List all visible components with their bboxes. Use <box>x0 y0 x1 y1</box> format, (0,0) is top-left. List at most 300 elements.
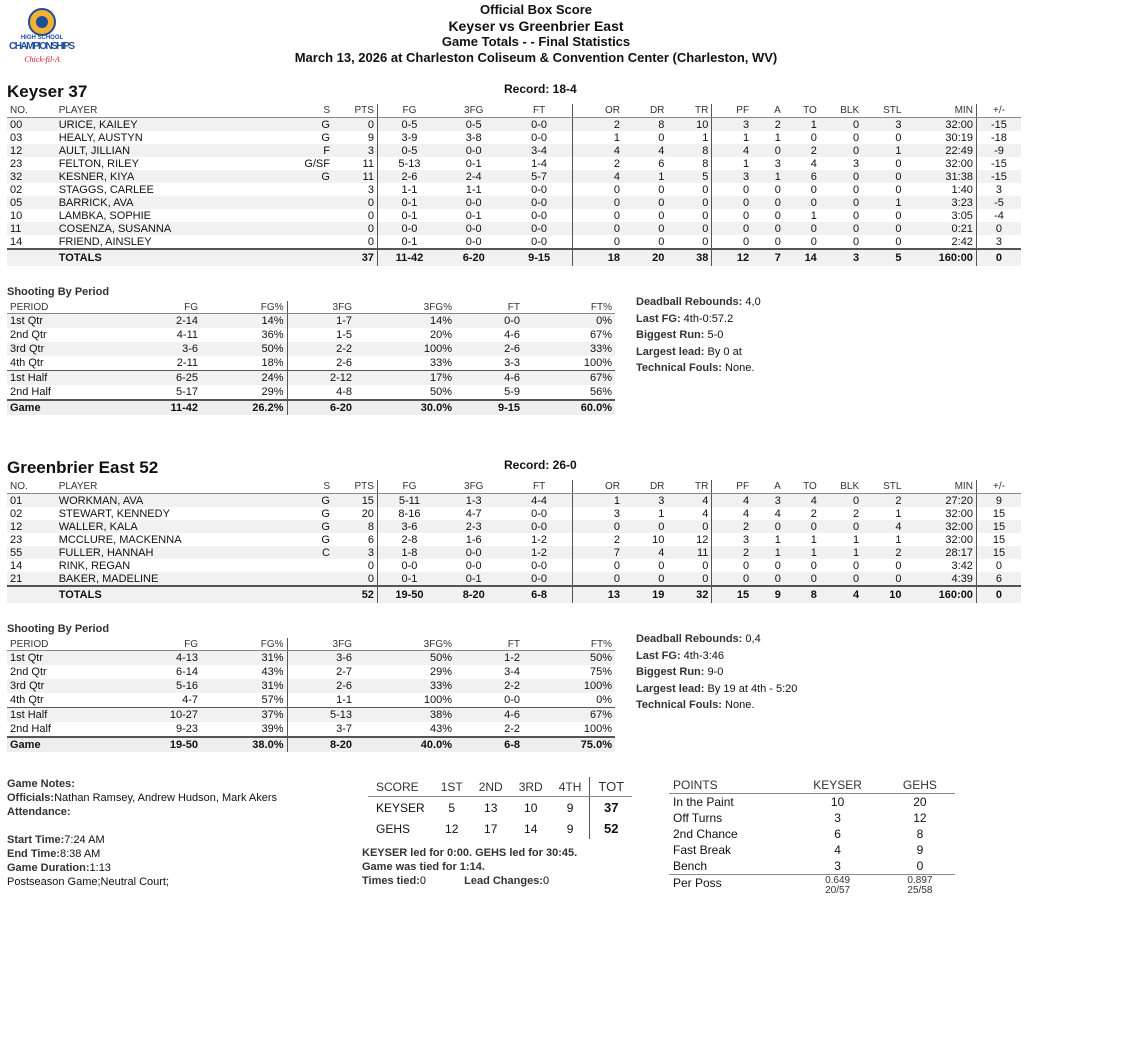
score-table <box>368 777 632 839</box>
player-stat-cell: 0 <box>752 144 784 157</box>
points-cell: 20 <box>913 795 927 809</box>
shooting-header-row <box>7 301 615 314</box>
player-stat-cell: 0 <box>623 196 667 209</box>
shooting-cell: 3-6 <box>97 342 201 356</box>
player-stat-cell: 0-0 <box>507 520 573 533</box>
shooting-row <box>7 679 615 693</box>
shooting-cell: 36% <box>261 329 284 341</box>
game-notes-label: Game Notes: <box>7 778 75 790</box>
officials-label: Officials: <box>7 792 55 804</box>
player-stat-cell: 0-0 <box>465 235 482 248</box>
player-stat-cell: 3 <box>976 183 1021 196</box>
player-stat-cell: 2 <box>784 144 820 157</box>
player-stat-cell: LAMBKA, SOPHIE <box>58 209 151 222</box>
player-stat-cell: -15 <box>976 170 1021 183</box>
officials-value: Nathan Ramsey, Andrew Hudson, Mark Akers <box>54 792 278 804</box>
shooting-title: Shooting By Period <box>7 623 110 635</box>
player-stat-cell: 10 <box>667 118 711 132</box>
shooting-cell: 5-17 <box>175 386 198 398</box>
player-stat-cell: 12 <box>696 533 709 546</box>
player-stat-cell: 0 <box>774 183 781 196</box>
box-column-header: FT <box>507 480 573 494</box>
shooting-cell: 1-2 <box>455 651 523 666</box>
team-note-value: None. <box>721 362 755 374</box>
player-stat-cell: 3 <box>712 118 752 132</box>
shooting-cell: 2-6 <box>287 356 355 371</box>
player-stat-cell: 15 <box>333 494 377 508</box>
shooting-cell: 6-20 <box>287 400 355 415</box>
player-stat-cell: KESNER, KIYA <box>56 170 278 183</box>
player-stat-cell: 3 <box>333 144 377 157</box>
box-column-header: STL <box>862 480 904 494</box>
player-stat-cell: 0 <box>667 520 711 533</box>
player-stat-cell <box>278 196 333 209</box>
box-score-table <box>7 480 1021 603</box>
player-stat-cell: 11 <box>362 157 374 170</box>
player-stat-cell: BARRICK, AVA <box>56 196 278 209</box>
player-stat-cell: 3 <box>853 157 860 170</box>
per-poss-keyser <box>790 875 885 898</box>
player-stat-cell: 0 <box>333 196 377 209</box>
shooting-cell: 37% <box>201 708 287 723</box>
player-stat-cell: 4 <box>712 144 752 157</box>
player-stat-cell: 12 <box>7 520 56 533</box>
shooting-cell: 4-6 <box>455 371 523 386</box>
player-stat-cell: G <box>278 170 333 183</box>
player-stat-cell: 0 <box>862 572 904 586</box>
shooting-cell: 1st Qtr <box>7 314 97 329</box>
box-header-row <box>7 104 1021 118</box>
player-stat-cell <box>278 572 333 586</box>
shooting-cell: 4-6 <box>504 329 520 341</box>
shooting-cell: 50% <box>523 651 615 666</box>
player-stat-cell: 5-13 <box>377 157 441 170</box>
player-stat-cell: 22:49 <box>904 144 976 157</box>
player-stat-cell: 02 <box>10 507 23 520</box>
totals-cell: 6-20 <box>441 249 507 266</box>
shooting-cell: 33% <box>429 357 452 369</box>
player-stat-cell: 0 <box>820 144 862 157</box>
player-stat-cell: 32:00 <box>945 507 973 520</box>
player-stat-cell: 0 <box>572 559 623 572</box>
player-stat-cell: 0 <box>333 222 377 235</box>
totals-cell: 160:00 <box>904 249 976 266</box>
lead-changes-value: 0 <box>542 875 550 887</box>
team-note-line <box>636 648 797 665</box>
player-stat-cell: 8 <box>333 520 377 533</box>
player-stat-cell: 0-5 <box>441 118 507 132</box>
player-stat-cell: 1 <box>658 507 665 520</box>
totals-cell <box>7 586 56 603</box>
player-stat-cell: 0 <box>895 183 902 196</box>
player-stat-cell: 1 <box>895 533 902 546</box>
box-column-header: STL <box>862 104 904 118</box>
player-stat-cell: 11 <box>333 170 377 183</box>
shooting-cell: 100% <box>523 679 615 693</box>
player-stat-cell: 0 <box>572 222 623 235</box>
totals-cell: 0 <box>976 249 1021 266</box>
player-stat-cell: STEWART, KENNEDY <box>58 507 170 520</box>
player-stat-cell: 1 <box>712 131 752 144</box>
player-stat-cell: 00 <box>7 118 56 132</box>
player-stat-cell: 23 <box>10 157 23 170</box>
player-stat-cell: 0 <box>895 559 902 572</box>
start-time-label: Start Time: <box>7 834 65 846</box>
player-row <box>7 533 1021 546</box>
player-stat-cell: 27:20 <box>904 494 976 508</box>
box-column-header: NO. <box>7 104 56 118</box>
player-stat-cell: 4 <box>712 494 752 508</box>
score-cell: GEHS <box>376 821 411 836</box>
box-column-header: PLAYER <box>56 480 278 494</box>
shooting-row <box>7 708 615 723</box>
shooting-column-header: FG% <box>201 638 287 651</box>
shooting-cell: 1-5 <box>287 328 355 342</box>
player-stat-cell: 3 <box>862 118 904 132</box>
shooting-cell: 0% <box>523 314 615 329</box>
shooting-table <box>7 638 615 752</box>
points-cell: 4 <box>834 843 841 857</box>
shooting-cell: 30.0% <box>355 400 455 415</box>
player-stat-cell: 0-0 <box>441 144 507 157</box>
totals-cell: 3 <box>820 249 862 266</box>
player-row <box>7 131 1021 144</box>
player-stat-cell: 0 <box>333 118 377 132</box>
player-stat-cell: 11 <box>667 546 711 559</box>
shooting-cell: 26.2% <box>201 400 287 415</box>
totals-cell: 9-15 <box>507 249 573 266</box>
totals-cell: 18 <box>572 249 623 266</box>
player-stat-cell: 0 <box>752 572 784 586</box>
player-stat-cell: 0-1 <box>465 209 482 222</box>
player-stat-cell: 0 <box>712 222 752 235</box>
totals-cell: 52 <box>333 586 377 603</box>
player-stat-cell: 1:40 <box>951 183 973 196</box>
player-stat-cell: 0 <box>658 209 665 222</box>
player-stat-cell: 0 <box>810 559 817 572</box>
player-stat-cell: 55 <box>7 546 56 559</box>
team-note-value: By 0 at <box>704 345 742 358</box>
lead-changes-label: Lead Changes: <box>464 875 543 887</box>
shooting-column-header: FT <box>455 638 523 651</box>
player-stat-cell: 0 <box>810 131 817 144</box>
team-note-label: Largest lead: <box>636 345 705 358</box>
shooting-cell: 67% <box>523 371 615 386</box>
player-stat-cell: 1 <box>784 118 820 132</box>
totals-cell: 37 <box>333 249 377 266</box>
shooting-cell: 14% <box>201 314 287 329</box>
player-stat-cell: -5 <box>976 196 1021 209</box>
player-stat-cell: G <box>321 507 330 520</box>
player-stat-cell: 0 <box>820 572 862 586</box>
totals-cell: 38 <box>667 249 711 266</box>
player-stat-cell: 15 <box>976 546 1021 559</box>
points-cell: Bench <box>673 859 708 873</box>
player-stat-cell: 0-1 <box>377 235 441 249</box>
player-stat-cell: 05 <box>7 196 56 209</box>
duration-label: Game Duration: <box>7 862 90 874</box>
box-column-header: 3FG <box>441 480 507 494</box>
player-stat-cell: 0 <box>774 559 781 572</box>
player-stat-cell: 2-8 <box>377 533 441 546</box>
player-stat-cell: 15 <box>976 507 1021 520</box>
shooting-column-header: FT% <box>523 301 615 314</box>
totals-cell: 12 <box>712 249 752 266</box>
player-stat-cell: 0 <box>895 235 902 248</box>
player-stat-cell: 0 <box>752 196 784 209</box>
score-by-period <box>368 777 632 839</box>
led-line1: KEYSER led for 0:00. GEHS led for 30:45. <box>362 847 578 859</box>
team-note-value: 4th-0:57.2 <box>680 312 734 325</box>
team-note-label: Technical Fouls: <box>636 362 722 374</box>
shooting-cell: Game <box>7 737 97 752</box>
shooting-cell: 9-15 <box>455 400 523 415</box>
player-stat-cell: 3-4 <box>507 144 573 157</box>
shooting-cell: 100% <box>355 342 455 356</box>
player-stat-cell: 4 <box>623 546 667 559</box>
totals-cell: 8 <box>784 586 820 603</box>
player-stat-cell: 1 <box>774 131 781 144</box>
shooting-row <box>7 722 615 737</box>
shooting-cell: 1-1 <box>287 693 355 708</box>
per-poss-keyser-count: 20/57 <box>825 885 851 896</box>
shooting-row <box>7 314 615 329</box>
player-stat-cell: 0 <box>702 183 709 196</box>
player-row <box>7 196 1021 209</box>
player-stat-cell: 0 <box>752 520 784 533</box>
player-stat-cell: 1 <box>752 546 784 559</box>
shooting-cell: 4-11 <box>176 329 198 341</box>
points-row <box>669 842 955 858</box>
shooting-cell: 75% <box>589 666 612 678</box>
shooting-cell: 1-7 <box>287 314 355 329</box>
team-note-line <box>636 311 761 328</box>
player-stat-cell: 2 <box>862 494 904 508</box>
player-stat-cell: 7 <box>572 546 623 559</box>
shooting-cell: 43% <box>261 666 284 678</box>
player-stat-cell: 1 <box>862 144 904 157</box>
player-stat-cell: 31:38 <box>904 170 976 183</box>
points-cell: 0 <box>916 859 924 873</box>
team-note-line <box>636 294 761 311</box>
shooting-cell: 4-6 <box>455 708 523 723</box>
team-note-label: Biggest Run: <box>636 666 705 678</box>
team-note-label: Deadball Rebounds: <box>636 633 743 645</box>
player-stat-cell: 0-0 <box>531 209 548 222</box>
totals-cell: 7 <box>752 249 784 266</box>
player-stat-cell: 2 <box>810 507 817 520</box>
attendance-label: Attendance: <box>7 806 71 818</box>
points-cell: 10 <box>830 795 845 809</box>
player-stat-cell: 3-9 <box>377 131 441 144</box>
player-stat-cell: 0 <box>820 222 862 235</box>
player-stat-cell: 1-3 <box>441 494 507 508</box>
points-cell: Fast Break <box>673 843 732 857</box>
player-stat-cell: 0 <box>658 235 665 248</box>
team-note-line <box>636 681 797 698</box>
team-note-line <box>636 631 797 648</box>
shooting-cell: 2-2 <box>504 723 520 735</box>
player-stat-cell: 0 <box>667 572 711 586</box>
box-header-row <box>7 480 1021 494</box>
box-column-header: A <box>752 480 784 494</box>
player-stat-cell: 20 <box>361 507 374 520</box>
totals-row <box>7 249 1021 266</box>
player-stat-cell: 2 <box>853 507 860 520</box>
team-title: Greenbrier East 52 <box>7 458 159 477</box>
points-cell: 2nd Chance <box>673 827 738 841</box>
game-notes-extra: Postseason Game;Neutral Court; <box>7 876 170 888</box>
player-row <box>7 183 1021 196</box>
player-stat-cell: G <box>278 520 333 533</box>
box-column-header: 3FG <box>441 104 507 118</box>
player-stat-cell: 4 <box>572 170 623 183</box>
player-stat-cell: 0-5 <box>377 144 441 157</box>
shooting-cell: 100% <box>583 723 612 735</box>
box-column-header: PF <box>712 480 752 494</box>
score-cell: 5 <box>448 800 456 815</box>
header-line4: March 13, 2026 at Charleston Coliseum & Convention Center (Charleston, WV) <box>294 50 778 65</box>
team-note-value: 4th-3:46 <box>680 649 725 662</box>
team-note-line <box>636 360 761 377</box>
score-column-header: 2ND <box>471 777 511 797</box>
shooting-cell: 33% <box>523 342 615 356</box>
box-column-header: DR <box>623 480 667 494</box>
player-stat-cell: 1 <box>820 546 862 559</box>
player-stat-cell: 3 <box>712 533 752 546</box>
points-row <box>669 826 955 842</box>
duration-value: 1:13 <box>89 862 111 874</box>
player-stat-cell: 3 <box>333 546 377 559</box>
player-stat-cell: 0-0 <box>441 222 507 235</box>
score-column-header: 1ST <box>433 777 471 797</box>
player-stat-cell: 32 <box>7 170 56 183</box>
shooting-cell: 33% <box>355 679 455 693</box>
shooting-column-header: 3FG <box>287 638 355 651</box>
player-stat-cell: 2 <box>862 546 904 559</box>
box-column-header: FG <box>377 480 441 494</box>
player-stat-cell: 0-0 <box>531 559 548 572</box>
points-cell: 3 <box>834 859 841 873</box>
player-stat-cell: 4 <box>572 144 623 157</box>
player-stat-cell: 0-0 <box>507 572 573 586</box>
box-column-header: S <box>278 104 333 118</box>
totals-cell: TOTALS <box>56 586 278 603</box>
player-stat-cell: 0 <box>784 196 820 209</box>
shooting-cell: 4-8 <box>287 385 355 400</box>
player-stat-cell: 0-1 <box>377 196 441 209</box>
player-stat-cell: 0 <box>862 170 904 183</box>
player-stat-cell: 4 <box>810 157 817 170</box>
score-cell: 52 <box>590 818 632 839</box>
player-stat-cell: 0 <box>658 183 665 196</box>
totals-cell: 10 <box>862 586 904 603</box>
shooting-cell: 11-42 <box>97 400 201 415</box>
totals-cell: 13 <box>572 586 623 603</box>
totals-cell <box>7 249 56 266</box>
shooting-cell: 5-13 <box>287 708 355 723</box>
player-stat-cell: 1 <box>572 131 623 144</box>
player-stat-cell: 2 <box>572 157 623 170</box>
team-note-line <box>636 697 797 714</box>
player-stat-cell: 11 <box>7 222 56 235</box>
box-column-header: TR <box>667 104 711 118</box>
team-note-line <box>636 344 761 361</box>
player-stat-cell <box>278 183 333 196</box>
player-row <box>7 572 1021 586</box>
player-stat-cell: 0 <box>895 209 902 222</box>
player-stat-cell: 0 <box>712 572 752 586</box>
team-note-value: 4,0 <box>742 296 761 308</box>
box-column-header: BLK <box>820 480 862 494</box>
shooting-column-header: PERIOD <box>7 638 97 651</box>
shooting-cell: 4th Qtr <box>10 694 44 706</box>
per-poss-gehs-ratio: 0.897 <box>907 875 933 886</box>
shooting-cell: 18% <box>261 357 284 369</box>
player-stat-cell: 3 <box>712 170 752 183</box>
shooting-column-header: PERIOD <box>7 301 97 314</box>
per-poss-label: Per Poss <box>673 876 722 890</box>
player-stat-cell: 4 <box>862 520 904 533</box>
score-column-header: 4TH <box>551 777 590 797</box>
player-stat-cell: 1-6 <box>465 533 482 546</box>
shooting-cell: 2nd Qtr <box>10 329 47 341</box>
shooting-cell: 2-14 <box>97 314 201 329</box>
player-stat-cell <box>278 559 333 572</box>
player-stat-cell: 3 <box>572 507 623 520</box>
player-stat-cell: G <box>321 131 330 144</box>
per-poss-gehs-count: 25/58 <box>907 885 933 896</box>
points-row <box>669 810 955 826</box>
shooting-cell: 2-11 <box>176 357 198 369</box>
shooting-row <box>7 400 615 415</box>
team-note-value: 0,4 <box>742 633 761 645</box>
player-stat-cell: FULLER, HANNAH <box>56 546 278 559</box>
shooting-cell: 67% <box>589 329 612 341</box>
shooting-cell: 1st Half <box>7 708 97 723</box>
player-stat-cell: 2:42 <box>951 235 973 248</box>
box-column-header: FT <box>507 104 573 118</box>
player-stat-cell: 23 <box>10 533 23 546</box>
totals-cell: 32 <box>667 586 711 603</box>
shooting-cell: 20% <box>429 329 452 341</box>
player-stat-cell: 15 <box>976 520 1021 533</box>
player-stat-cell: 0-0 <box>507 196 573 209</box>
player-stat-cell: 15 <box>976 533 1021 546</box>
shooting-cell: 60.0% <box>523 400 615 415</box>
player-stat-cell: 14 <box>10 559 23 572</box>
player-stat-cell: 1 <box>810 209 817 222</box>
box-column-header: MIN <box>904 104 976 118</box>
score-cell: 10 <box>524 800 538 815</box>
team-note-line <box>636 327 761 344</box>
box-column-header: PTS <box>333 480 377 494</box>
shooting-cell: 100% <box>583 357 612 369</box>
shooting-cell: 38.0% <box>201 737 287 752</box>
player-stat-cell: 0 <box>712 559 752 572</box>
player-stat-cell: 4-7 <box>465 507 482 520</box>
player-stat-cell: 0 <box>895 131 902 144</box>
player-stat-cell: 1-4 <box>531 157 548 170</box>
player-stat-cell: 6 <box>784 170 820 183</box>
points-row <box>669 858 955 875</box>
player-stat-cell: 6 <box>658 157 665 170</box>
player-stat-cell: STAGGS, CARLEE <box>58 183 154 196</box>
player-stat-cell: 0 <box>572 183 623 196</box>
team-note-label: Deadball Rebounds: <box>636 296 743 308</box>
player-stat-cell: 0 <box>810 183 817 196</box>
player-stat-cell: 3-6 <box>377 520 441 533</box>
